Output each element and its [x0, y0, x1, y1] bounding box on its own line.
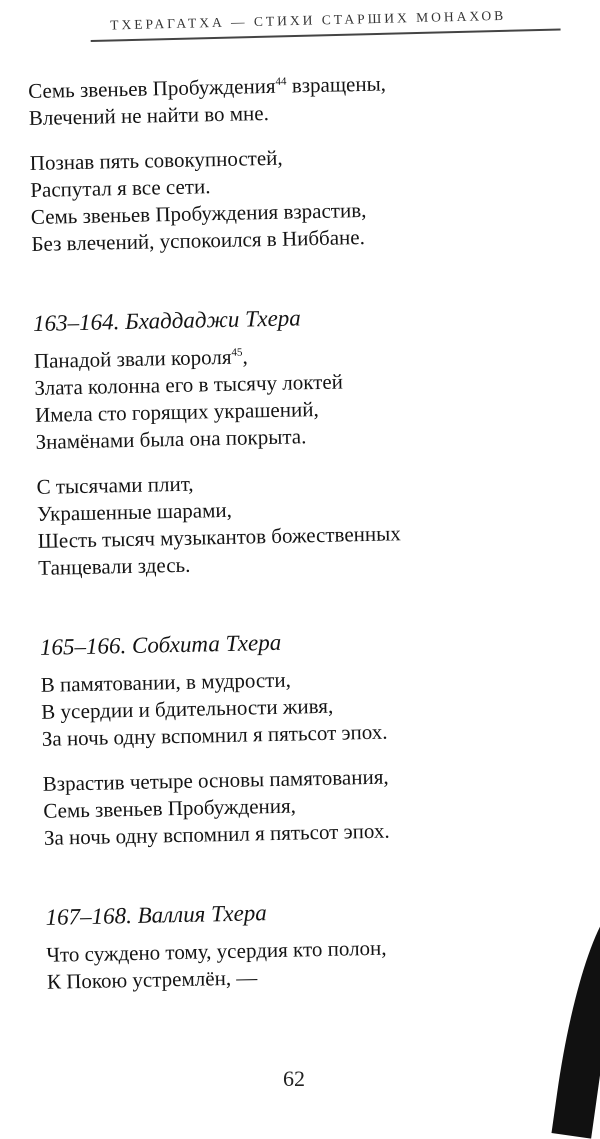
verse-text: Имела сто горящих украшений,: [34, 396, 319, 427]
stanza: [34, 337, 581, 456]
verse-text: Украшенные шарами,: [36, 497, 233, 526]
verse-text: Панадой звали короля: [33, 344, 232, 373]
stanza: [30, 139, 577, 258]
verse-text: Шесть тысяч музыкантов божественных: [37, 521, 401, 553]
verse-text: Что суждено тому, усердия кто полон,: [46, 935, 387, 967]
stanza: [36, 462, 583, 581]
verse-text: Познав пять совокупностей,: [29, 145, 283, 175]
section-heading: 163–164. Бхаддаджи Тхера: [32, 305, 302, 336]
verse-sections: [33, 299, 592, 996]
verse-text: С тысячами плит,: [36, 471, 194, 499]
section-heading: 165–166. Собхита Тхера: [39, 629, 282, 660]
verse-text-tail: ,: [242, 344, 249, 369]
stanza: [43, 759, 590, 851]
verse-text: Злата колонна его в тысячу локтей: [34, 369, 344, 400]
verse-text: За ночь одну вспомнил я пятьсот эпох.: [43, 818, 390, 850]
verse-section: [33, 299, 584, 582]
verse-section: [40, 622, 589, 851]
footnote-ref: 45: [231, 346, 243, 359]
verse-text: Семь звеньев Пробуждения взрастив,: [30, 197, 367, 229]
section-heading: 167–168. Валлия Тхера: [45, 900, 268, 930]
verse-text: К Покою устремлён, —: [46, 965, 258, 994]
stanza: [28, 67, 574, 132]
verse-text-tail: взращены,: [286, 71, 387, 98]
verse-text: Распутал я все сети.: [30, 174, 211, 202]
verse-section: [45, 892, 592, 995]
page-number: 62: [283, 1066, 305, 1091]
verse-text: Семь звеньев Пробуждения,: [43, 793, 297, 823]
verse-text: Без влечений, успокоился в Ниббане.: [31, 224, 366, 256]
verse-text: Взрастив четыре основы памятования,: [42, 764, 389, 796]
verse-text: Влечений не найти во мне.: [28, 100, 270, 130]
stanza: [40, 660, 587, 752]
stanza: [46, 930, 592, 995]
verse-text: Танцевали здесь.: [38, 552, 191, 580]
verse-text: Семь звеньев Пробуждения: [28, 73, 276, 103]
intro-verses: [28, 67, 577, 258]
verse-text: В усердии и бдительности живя,: [41, 693, 334, 724]
page-content: [28, 67, 592, 1014]
footnote-ref: 44: [275, 75, 287, 88]
verse-text: Знамёнами была она покрыта.: [35, 424, 307, 454]
page-header: [90, 0, 591, 42]
verse-text: За ночь одну вспомнил я пятьсот эпох.: [41, 719, 388, 751]
verse-text: В памятовании, в мудрости,: [40, 667, 292, 697]
running-head: ТХЕРАГАТХА — СТИХИ СТАРШИХ МОНАХОВ: [110, 7, 507, 33]
